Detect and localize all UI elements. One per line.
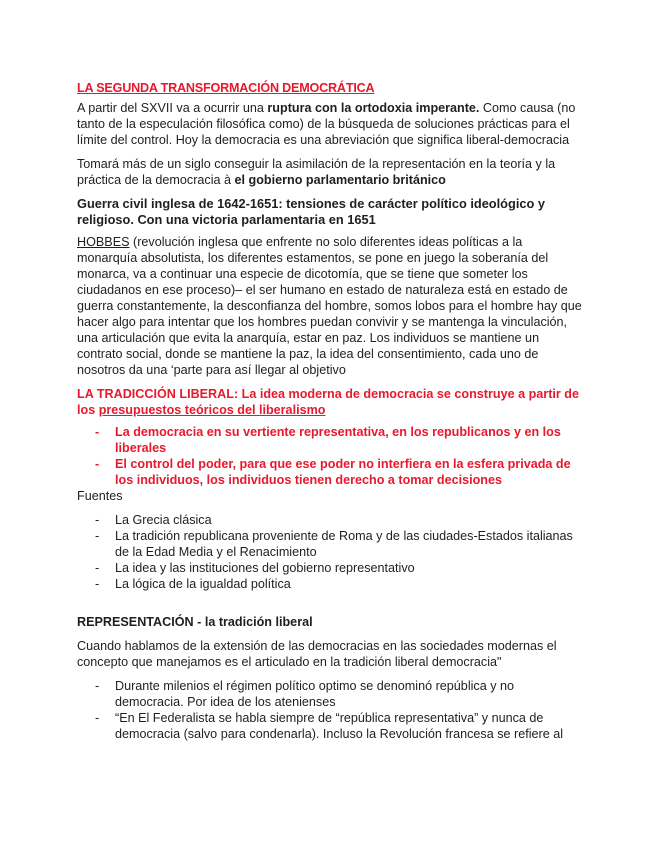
list-item-text: Durante milenios el régimen político optimo se denominó república y no democracia. Por idea de los atenienses	[115, 679, 515, 709]
liberal-tradition-text: LA TRADICCIÓN LIBERAL: La idea moderna de democracia se construye a partir de los	[77, 387, 579, 417]
list-item	[77, 456, 582, 488]
list-item-text: La idea y las instituciones del gobierno representativo	[115, 561, 415, 575]
list-item-text: La Grecia clásica	[115, 513, 212, 527]
fuentes-list	[77, 512, 582, 592]
dash-marker: -	[95, 711, 100, 725]
list-item	[77, 678, 582, 710]
list-item	[77, 512, 582, 528]
paragraph-intro	[77, 100, 582, 148]
representation-heading	[77, 614, 582, 630]
dash-marker: -	[95, 529, 100, 543]
dash-marker: -	[95, 457, 100, 471]
paragraph-hobbes	[77, 234, 582, 378]
list-item-text: La lógica de la igualdad política	[115, 577, 291, 591]
liberal-tradition-link: presupuestos teóricos del liberalismo	[98, 403, 326, 417]
list-item-text: El control del poder, para que ese poder no interfiera en la esfera privada de los individuos, los individuos tienen derecho a tomar decisiones	[115, 457, 571, 487]
intro-text: A partir del SXVII va a ocurrir una	[77, 101, 268, 115]
list-item-text: La tradición republicana proveniente de Roma y de las ciudades-Estados italianas de la Edad Media y el Renacimiento	[115, 529, 573, 559]
liberal-points-list	[77, 424, 582, 488]
dash-marker: -	[95, 425, 100, 439]
section-spacer	[77, 592, 582, 614]
representation-title: REPRESENTACIÓN	[77, 615, 194, 629]
intro-emphasis: ruptura con la ortodoxia imperante.	[267, 101, 480, 115]
list-item	[77, 528, 582, 560]
list-item	[77, 560, 582, 576]
dash-marker: -	[95, 513, 100, 527]
parliament-emphasis: el gobierno parlamentario británico	[234, 173, 446, 187]
parliament-text: Tomará más de un siglo conseguir la asimilación de la representación en la teoría y la práctica de la democracia à	[77, 157, 556, 187]
intro-text-cont: Como causa (no tanto de la especulación filosófica como) de la búsqueda de soluciones prácticas para el límite del control. Hoy la democracia es una abreviación que significa liberal-democracia	[77, 101, 576, 147]
liberal-tradition-heading	[77, 386, 582, 418]
dash-marker: -	[95, 679, 100, 693]
history-list	[77, 678, 582, 742]
list-item-text: La democracia en su vertiente representativa, en los republicanos y en los liberales	[115, 425, 561, 455]
hobbes-text: (revolución inglesa que enfrente no solo diferentes ideas políticas a la monarquía absolutista, los diferentes estamentos, se pone en juego la soberanía del monarca, va a continuar una especie de dicotomía, que se tiene que someter los ciudadanos en ese proceso)– el ser humano en estado de naturaleza está en estado de guerra constantemente, la desconfianza del hombre, somos lobos para el hombre hay que hacer algo para intentar que los hombres puedan convivir y se mantenga la vinculación, una articulación que evita la anarquía, estar en paz. Los individuos se mantiene un contrato social, donde se mantiene la paz, la idea del consentimiento, cada uno de nosotros da una ‘parte para así llegar al objetivo	[77, 235, 582, 377]
list-item	[77, 424, 582, 456]
civil-war-heading: Guerra civil inglesa de 1642-1651: tensiones de carácter político ideológico y religioso. Con una victoria parlamentaria en 1651	[77, 196, 545, 227]
dash-marker: -	[95, 561, 100, 575]
hobbes-label: HOBBES	[77, 235, 130, 249]
list-item-text: “En El Federalista se habla siempre de “república representativa” y nunca de democracia (salvo para condenarla). Incluso la Revolución francesa se refiere al	[115, 711, 564, 741]
document-title: LA SEGUNDA TRANSFORMACIÓN DEMOCRÁTICA	[77, 81, 375, 95]
document-body	[77, 80, 582, 742]
paragraph-extension: Cuando hablamos de la extensión de las democracias en las sociedades modernas el concepto que manejamos es el articulado en la tradición liberal democracia"	[77, 639, 557, 669]
list-item	[77, 576, 582, 592]
paragraph-parliament	[77, 156, 582, 188]
representation-subtitle: - la tradición liberal	[193, 615, 313, 629]
dash-marker: -	[95, 577, 100, 591]
fuentes-label: Fuentes	[77, 489, 123, 503]
list-item	[77, 710, 582, 742]
